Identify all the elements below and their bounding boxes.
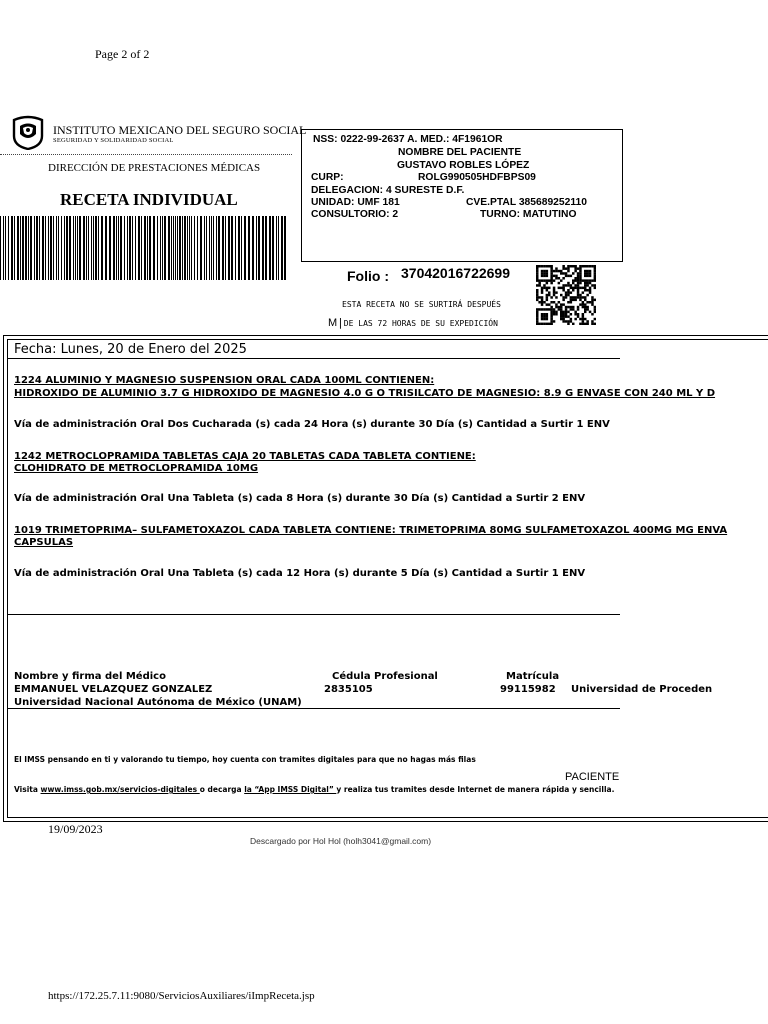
med-3-title: 1019 TRIMETOPRIMA– SULFAMETOXAZOL CADA TABLETA CONTIENE: TRIMETOPRIMA 80MG SULFAMETOXAZOL 400MG MG ENVA	[14, 525, 728, 536]
visita-mid: o decarga	[199, 785, 245, 794]
folio-value: 37042016722699	[401, 265, 511, 281]
visita-line	[14, 785, 614, 794]
curp-value: ROLG990505HDFBPS09	[418, 172, 536, 183]
page-url[interactable]: https://172.25.7.11:9080/ServiciosAuxiliares/iImpReceta.jsp	[48, 990, 315, 1002]
patient-name: GUSTAVO ROBLES LÓPEZ	[397, 160, 530, 171]
direction-label: DIRECCIÓN DE PRESTACIONES MÉDICAS	[48, 162, 261, 174]
meds-divider	[8, 614, 620, 615]
cve-ptal: CVE.PTAL 385689252110	[466, 197, 587, 208]
matricula-value: 99115982	[500, 684, 556, 695]
folio-label: Folio :	[347, 268, 389, 284]
med-1-title: 1224 ALUMINIO Y MAGNESIO SUSPENSION ORAL CADA 100ML CONTIENEN:	[14, 375, 435, 386]
institution-subtitle: SEGURIDAD Y SOLIDARIDAD SOCIAL	[53, 137, 174, 144]
date-divider	[8, 358, 620, 359]
med-2-admin: Vía de administración Oral Una Tableta (s) cada 8 Hora (s) durante 30 Día (s) Cantidad a Surtir 2 ENV	[14, 493, 586, 504]
qr-code	[536, 265, 596, 325]
print-date: 19/09/2023	[48, 822, 103, 836]
prescription-date: Fecha: Lunes, 20 de Enero del 2025	[14, 342, 247, 357]
visita-prefix: Visita	[14, 785, 41, 794]
nss-line: NSS: 0222-99-2637 A. MED.: 4F1961OR	[313, 134, 503, 145]
imss-services-link[interactable]: www.imss.gob.mx/servicios-digitales	[40, 785, 200, 794]
imss-eagle-logo	[10, 114, 46, 150]
header-divider	[0, 154, 292, 155]
patient-name-label: NOMBRE DEL PACIENTE	[398, 147, 522, 158]
med-3-detail: CAPSULAS	[14, 537, 74, 548]
institution-name: INSTITUTO MEXICANO DEL SEGURO SOCIAL	[53, 123, 307, 137]
visita-suffix: y realiza tus tramites desde Internet de manera rápida y sencilla.	[336, 785, 615, 794]
cedula-value: 2835105	[324, 684, 373, 695]
doctor-name: EMMANUEL VELAZQUEZ GONZALEZ	[14, 684, 213, 695]
page-indicator: Page 2 of 2	[95, 47, 150, 61]
procedencia-label: Universidad de Proceden	[571, 684, 713, 695]
expiry-warning-line1: ESTA RECETA NO SE SURTIRÁ DESPUÉS	[342, 300, 501, 309]
consultorio: CONSULTORIO: 2	[311, 209, 399, 220]
cedula-label: Cédula Profesional	[332, 671, 438, 682]
warning-text: DE LAS 72 HORAS DE SU EXPEDICIÓN	[343, 319, 498, 328]
med-1-admin: Vía de administración Oral Dos Cucharada (s) cada 24 Hora (s) durante 30 Día (s) Cantidad a Surtir 1 ENV	[14, 419, 610, 430]
expiry-warning-line2: M|DE LAS 72 HORAS DE SU EXPEDICIÓN	[328, 316, 498, 329]
med-2-title: 1242 METROCLOPRAMIDA TABLETAS CAJA 20 TABLETAS CADA TABLETA CONTIENE:	[14, 451, 476, 462]
patient-info-box	[301, 129, 623, 262]
downloaded-by: Descargado por Hol Hol (holh3041@gmail.com)	[250, 836, 432, 846]
doctor-signature-label: Nombre y firma del Médico	[14, 671, 166, 682]
med-1-detail: HIDROXIDO DE ALUMINIO 3.7 G HIDROXIDO DE MAGNESIO 4.0 G O TRISILCATO DE MAGNESIO: 8.9 G ENVASE CON 240 ML Y D	[14, 388, 716, 399]
document-title: RECETA INDIVIDUAL	[60, 190, 238, 209]
doctor-university: Universidad Nacional Autónoma de México (UNAM)	[14, 697, 302, 708]
doctor-divider	[8, 708, 620, 709]
unidad: UNIDAD: UMF 181	[311, 197, 400, 208]
imss-digital-message: El IMSS pensando en ti y valorando tu tiempo, hoy cuenta con tramites digitales para que no hagas más filas	[14, 755, 476, 764]
copy-label: PACIENTE	[565, 771, 620, 783]
med-2-detail: CLOHIDRATO DE METROCLOPRAMIDA 10MG	[14, 463, 259, 474]
warning-prefix: M	[328, 317, 338, 329]
imss-app-link[interactable]: la “App IMSS Digital”	[244, 785, 337, 794]
delegacion: DELEGACION: 4 SURESTE D.F.	[311, 185, 465, 196]
turno: TURNO: MATUTINO	[480, 209, 577, 220]
med-3-admin: Vía de administración Oral Una Tableta (s) cada 12 Hora (s) durante 5 Día (s) Cantidad a Surtir 1 ENV	[14, 568, 586, 579]
matricula-label: Matrícula	[506, 671, 560, 682]
barcode	[0, 216, 286, 280]
curp-label: CURP:	[311, 172, 344, 183]
